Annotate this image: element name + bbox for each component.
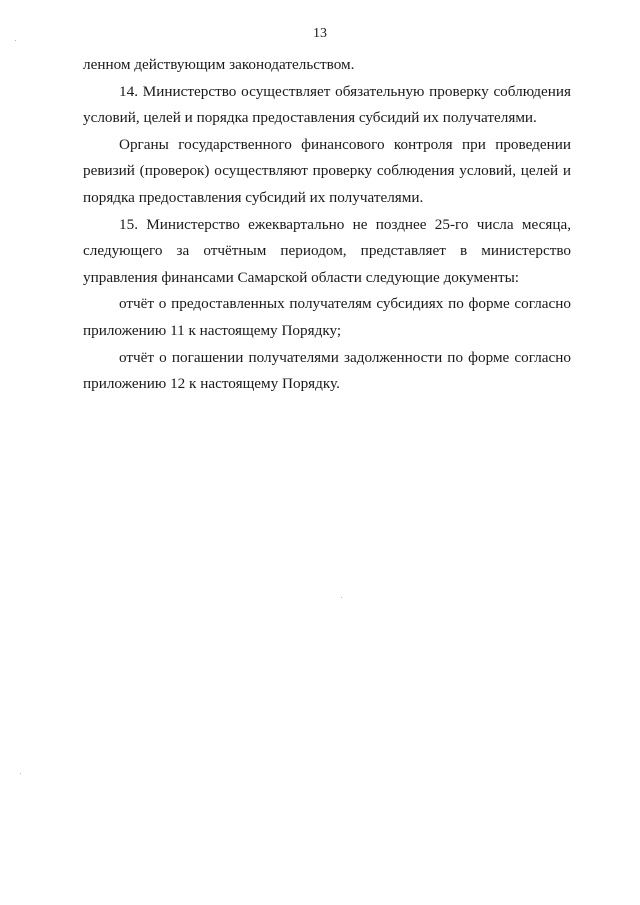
paragraph-financial-control: Органы государственного финансового контроля при проведении ревизий (проверок) осуществляют проверку соблюдения условий, целей и порядка предоставления субсидий их получателями. [83,135,571,206]
scan-artifact [20,773,21,774]
scan-artifact [341,597,342,598]
paragraph-report-subsidies: отчёт о предоставленных получателям субсидиях по форме согласно приложению 11 к настоящему Порядку; [83,295,571,339]
paragraph-item-15: 15. Министерство ежеквартально не позднее 25-го числа месяца, следующего за отчётным периодом, представляет в министерство управления финансами Самарской области следующие документы: [83,215,571,286]
paragraph-continuation: ленном действующим законодательством. [83,56,355,73]
paragraph-report-debt: отчёт о погашении получателями задолженности по форме согласно приложению 12 к настоящему Порядку. [83,348,571,393]
paragraph-item-14: 14. Министерство осуществляет обязательную проверку соблюдения условий, целей и порядка предоставления субсидий их получателями. [83,82,571,127]
page-number: 13 [313,26,327,41]
scan-artifact [15,40,16,41]
document-body [83,52,571,398]
